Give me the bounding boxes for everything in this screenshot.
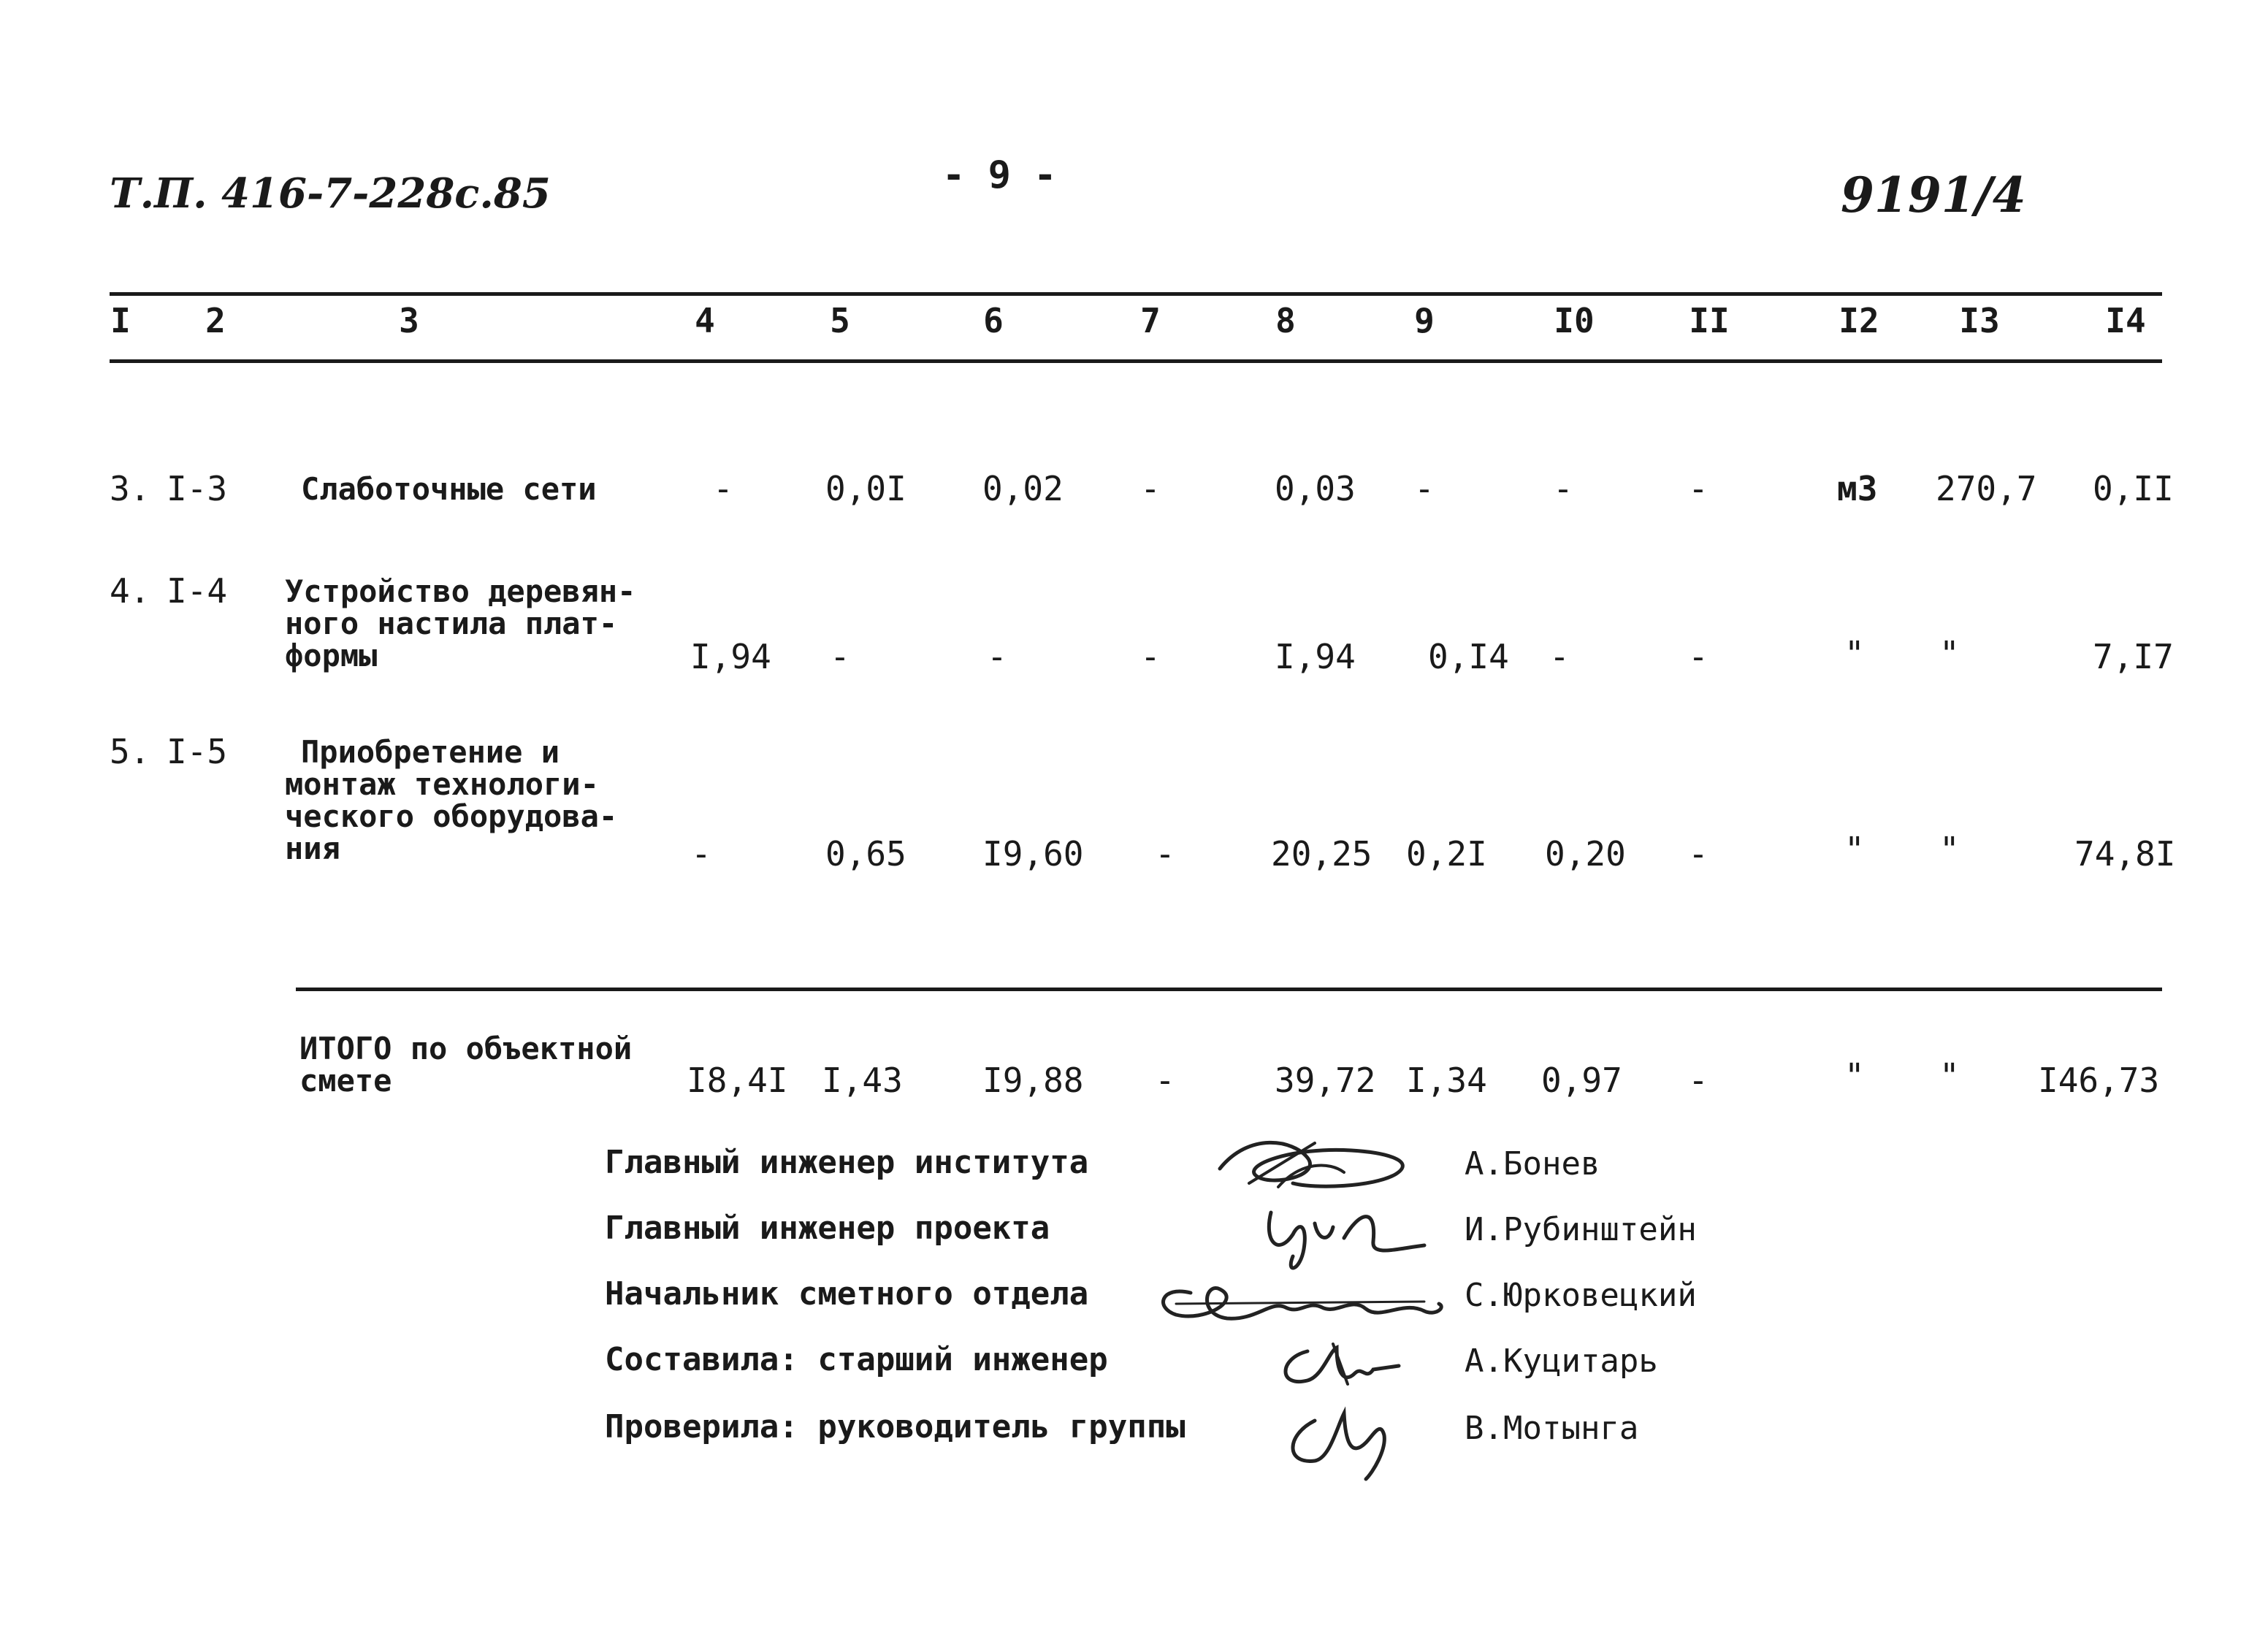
cell-c4: - — [691, 834, 711, 874]
cell-c13: 270,7 — [1936, 469, 2037, 508]
cell-c8: 20,25 — [1271, 834, 1372, 874]
row-name-line: Устройство деревян- — [285, 573, 636, 609]
column-header: 3 — [399, 301, 419, 340]
cell-c14: 0,II — [2093, 469, 2174, 508]
cell-c9: 0,I4 — [1428, 637, 1509, 676]
page-number: - 9 - — [942, 153, 1057, 197]
signature-role: Начальник сметного отдела — [605, 1275, 1089, 1313]
row-name-line: Приобретение и — [301, 734, 560, 770]
total-c5: I,43 — [822, 1061, 903, 1100]
column-header: I — [110, 301, 131, 340]
signature-name: А.Куцитарь — [1465, 1342, 1658, 1380]
cell-c13: " — [1939, 830, 1960, 869]
row-name-line: ного настила плат- — [285, 606, 618, 641]
header-rule-bottom — [110, 359, 2162, 363]
cell-c12: " — [1844, 830, 1865, 869]
cell-c10: - — [1549, 637, 1570, 676]
cell-c8: I,94 — [1275, 637, 1356, 676]
total-name-line: смете — [299, 1063, 392, 1099]
cell-c8: 0,03 — [1275, 469, 1356, 508]
column-header: 5 — [830, 301, 850, 340]
cell-c14: 7,I7 — [2093, 637, 2174, 676]
column-header: I4 — [2105, 301, 2146, 340]
row-code: I-3 — [167, 469, 228, 508]
row-name-line: монтаж технологи- — [285, 766, 599, 802]
cell-c10: - — [1553, 469, 1573, 508]
row-name-line: Слаботочные сети — [301, 471, 597, 507]
total-c9: I,34 — [1406, 1061, 1487, 1100]
cell-c11: - — [1688, 834, 1708, 874]
total-c10: 0,97 — [1541, 1061, 1622, 1100]
cell-c7: - — [1155, 834, 1175, 874]
cell-c9: 0,2I — [1406, 834, 1487, 874]
cell-c14: 74,8I — [2074, 834, 2176, 874]
cell-c6: - — [987, 637, 1007, 676]
signature-role: Составила: старший инженер — [605, 1341, 1108, 1378]
handwritten-signature-icon — [1264, 1391, 1410, 1486]
signature-role: Главный инженер института — [605, 1144, 1089, 1181]
column-header: 9 — [1414, 301, 1435, 340]
total-c8: 39,72 — [1275, 1061, 1376, 1100]
total-c7: - — [1155, 1061, 1175, 1100]
row-code: I-5 — [167, 732, 228, 771]
sheet-code: 9191/4 — [1841, 167, 2026, 224]
total-c4: I8,4I — [687, 1061, 788, 1100]
total-c11: - — [1688, 1061, 1708, 1100]
cell-c6: 0,02 — [982, 469, 1064, 508]
signature-role: Главный инженер проекта — [605, 1210, 1050, 1247]
total-c6: I9,88 — [982, 1061, 1084, 1100]
cell-c6: I9,60 — [982, 834, 1084, 874]
cell-c5: 0,0I — [825, 469, 906, 508]
total-rule — [296, 988, 2162, 991]
cell-c5: - — [830, 637, 850, 676]
cell-c12: " — [1844, 634, 1865, 673]
header-rule-top — [110, 292, 2162, 296]
signature-name: И.Рубинштейн — [1465, 1211, 1697, 1248]
cell-c11: - — [1688, 469, 1708, 508]
column-header: 8 — [1275, 301, 1296, 340]
column-header: 4 — [695, 301, 715, 340]
row-number: 3. — [110, 469, 150, 508]
total-name-line: ИТОГО по объектной — [299, 1031, 633, 1066]
signature-name: А.Бонев — [1465, 1145, 1600, 1183]
cell-c9: - — [1414, 469, 1435, 508]
column-header: I3 — [1959, 301, 2000, 340]
row-code: I-4 — [167, 571, 228, 611]
row-name-line: формы — [285, 638, 378, 673]
row-name-line: ческого оборудова- — [285, 798, 618, 834]
cell-c7: - — [1140, 637, 1161, 676]
cell-c4: I,94 — [690, 637, 771, 676]
signature-name: В.Мотынга — [1465, 1410, 1639, 1447]
cell-c10: 0,20 — [1545, 834, 1626, 874]
row-number: 4. — [110, 571, 150, 611]
cell-c11: - — [1688, 637, 1708, 676]
row-name-line: ния — [285, 830, 340, 866]
cell-c4: - — [713, 469, 733, 508]
column-header: 6 — [983, 301, 1004, 340]
cell-c7: - — [1140, 469, 1161, 508]
cell-c13: " — [1939, 634, 1960, 673]
total-c12: " — [1844, 1056, 1865, 1096]
column-header: 7 — [1140, 301, 1161, 340]
column-header: I2 — [1839, 301, 1879, 340]
total-c14: I46,73 — [2038, 1061, 2160, 1100]
cell-c5: 0,65 — [825, 834, 906, 874]
signature-role: Проверила: руководитель группы — [605, 1408, 1185, 1445]
total-c13: " — [1939, 1056, 1960, 1096]
column-header: 2 — [205, 301, 226, 340]
cell-c12: м3 — [1837, 469, 1878, 508]
row-number: 5. — [110, 732, 150, 771]
signature-name: С.Юрковецкий — [1465, 1277, 1697, 1314]
column-header: I0 — [1554, 301, 1595, 340]
project-code: Т.П. 416-7-228с.85 — [110, 169, 551, 218]
column-header: II — [1689, 301, 1730, 340]
